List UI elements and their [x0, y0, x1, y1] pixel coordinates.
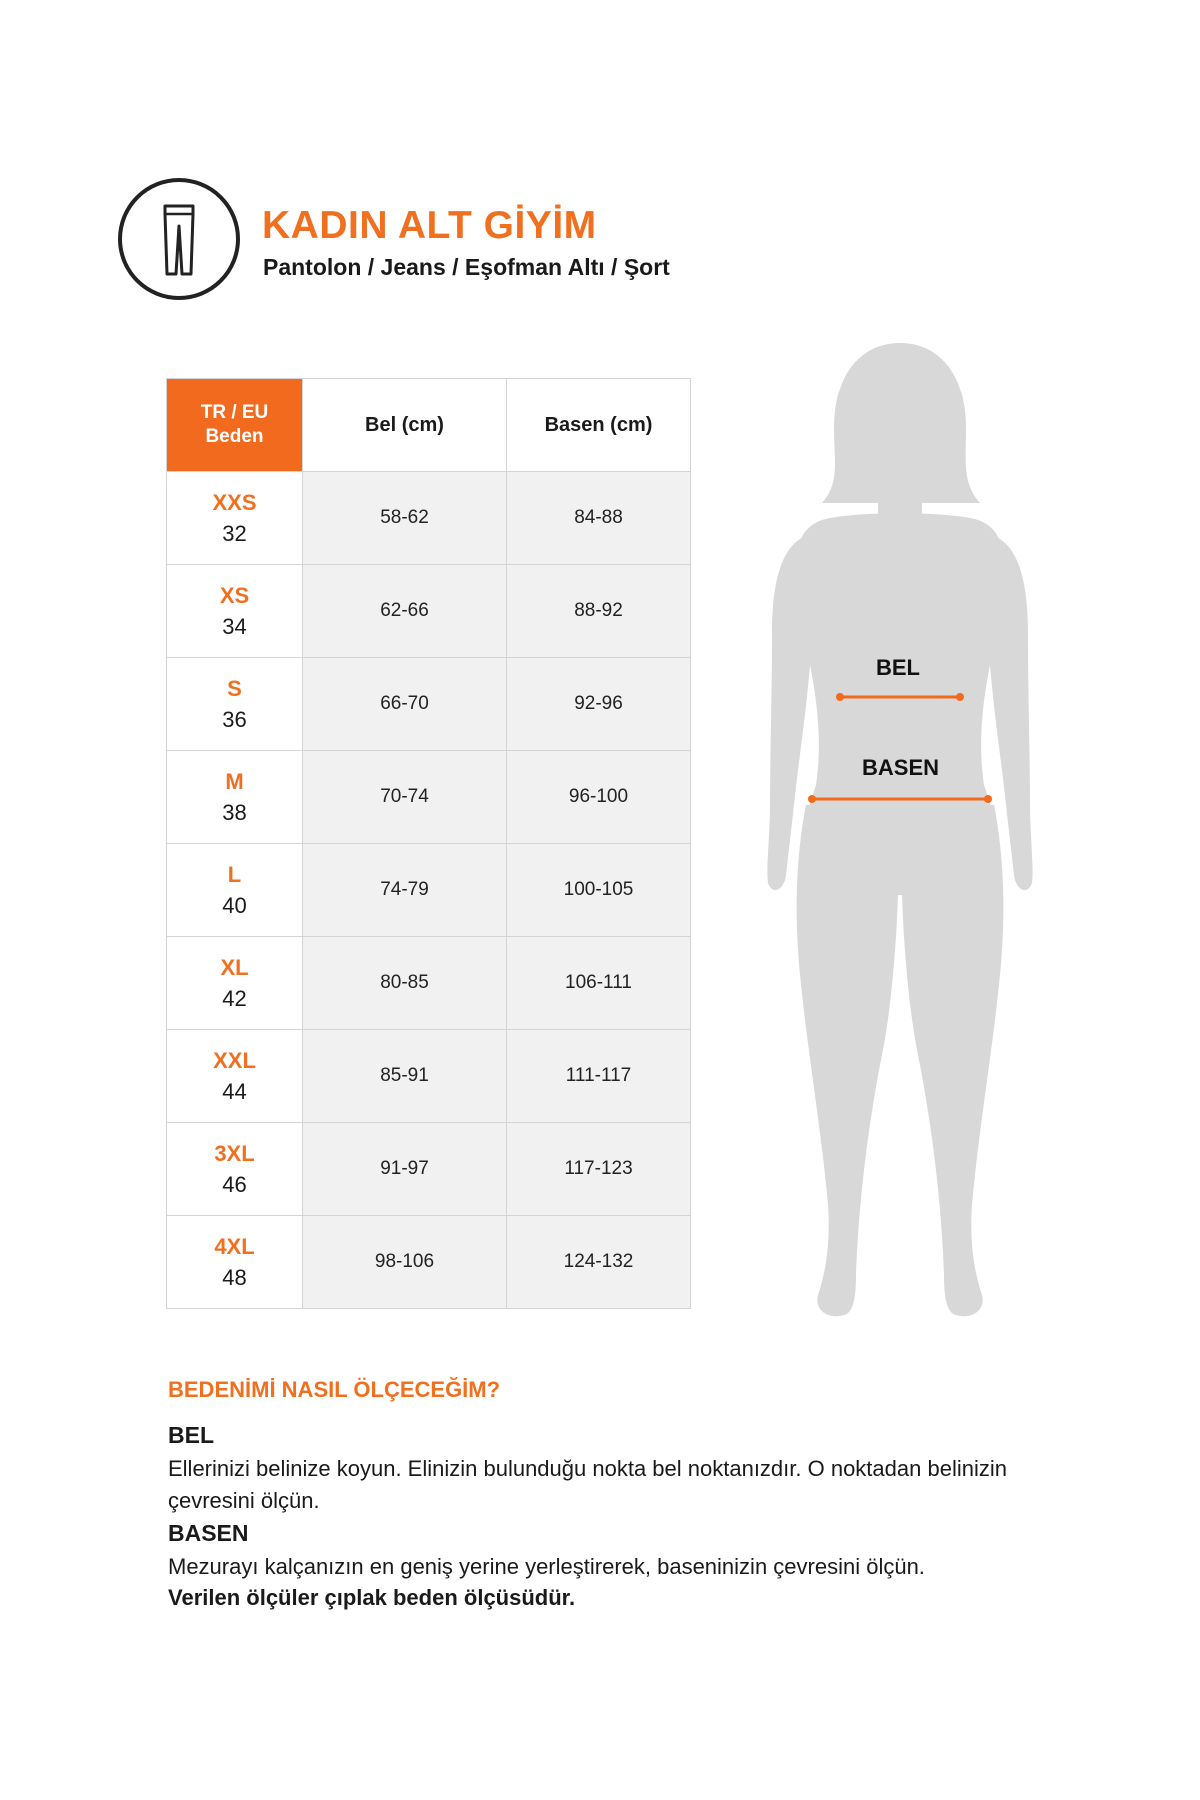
hip-cell: 88-92 — [507, 565, 691, 658]
size-cell — [167, 565, 303, 658]
header-size — [167, 379, 303, 472]
size-number: 38 — [222, 800, 247, 825]
header — [118, 178, 918, 310]
size-letter: L — [227, 862, 242, 887]
size-cell — [167, 658, 303, 751]
hip-cell: 117-123 — [507, 1123, 691, 1216]
size-cell — [167, 1216, 303, 1309]
hip-cell: 111-117 — [507, 1030, 691, 1123]
guide-title: BEDENİMİ NASIL ÖLÇECEĞİM? — [168, 1377, 501, 1402]
page-subtitle: Pantolon / Jeans / Eşofman Altı / Şort — [263, 254, 670, 280]
size-letter: XXS — [212, 490, 257, 515]
size-letter: 3XL — [214, 1141, 255, 1166]
waist-cell: 91-97 — [303, 1123, 507, 1216]
waist-cell: 62-66 — [303, 565, 507, 658]
size-letter: 4XL — [214, 1234, 255, 1259]
waist-cell: 80-85 — [303, 937, 507, 1030]
size-number: 32 — [222, 521, 247, 546]
table-row — [167, 937, 691, 1030]
guide-note: Verilen ölçüler çıplak beden ölçüsüdür. — [168, 1585, 576, 1610]
size-letter: S — [227, 676, 242, 701]
table-row — [167, 472, 691, 565]
guide-hip-text: Mezurayı kalçanızın en geniş yerine yerleştirerek, baseninizin çevresini ölçün. — [168, 1554, 925, 1579]
table-row — [167, 1123, 691, 1216]
hip-cell: 96-100 — [507, 751, 691, 844]
size-number: 40 — [222, 893, 247, 918]
pants-icon — [118, 178, 240, 300]
size-cell — [167, 472, 303, 565]
size-letter: XS — [219, 583, 250, 608]
waist-cell: 70-74 — [303, 751, 507, 844]
table-row — [167, 844, 691, 937]
size-number: 48 — [222, 1265, 247, 1290]
guide-hip-heading: BASEN — [168, 1520, 249, 1546]
body-figure — [750, 335, 1050, 1325]
size-letter: XL — [220, 955, 249, 980]
size-cell — [167, 1123, 303, 1216]
waist-cell: 66-70 — [303, 658, 507, 751]
hip-label: BASEN — [862, 755, 940, 780]
waist-cell: 58-62 — [303, 472, 507, 565]
waist-cell: 98-106 — [303, 1216, 507, 1309]
table-row — [167, 1216, 691, 1309]
waist-cell: 74-79 — [303, 844, 507, 937]
size-cell — [167, 1030, 303, 1123]
guide-waist-heading: BEL — [168, 1422, 214, 1448]
table-header-row — [167, 379, 691, 472]
size-cell — [167, 751, 303, 844]
size-letter: M — [225, 769, 244, 794]
size-number: 42 — [222, 986, 247, 1011]
table-row — [167, 658, 691, 751]
size-number: 44 — [222, 1079, 247, 1104]
female-silhouette-icon — [750, 335, 1050, 1325]
size-number: 46 — [222, 1172, 247, 1197]
size-letter: XXL — [213, 1048, 256, 1073]
size-cell — [167, 937, 303, 1030]
header-size-line2: Beden — [205, 426, 264, 447]
header-size-line1: TR / EU — [200, 402, 269, 423]
waist-label: BEL — [876, 655, 920, 680]
header-hip: Basen (cm) — [507, 379, 691, 472]
page-title: KADIN ALT GİYİM — [262, 204, 597, 247]
size-number: 36 — [222, 707, 247, 732]
size-number: 34 — [222, 614, 247, 639]
hip-cell: 92-96 — [507, 658, 691, 751]
size-table — [166, 378, 691, 1309]
hip-cell: 84-88 — [507, 472, 691, 565]
hip-cell: 106-111 — [507, 937, 691, 1030]
waist-cell: 85-91 — [303, 1030, 507, 1123]
hip-cell: 124-132 — [507, 1216, 691, 1309]
table-row — [167, 751, 691, 844]
table-row — [167, 565, 691, 658]
guide-waist-text: Ellerinizi belinize koyun. Elinizin bulunduğu nokta bel noktanızdır. O noktadan belinizin çevresini ölçün. — [168, 1456, 1007, 1513]
size-cell — [167, 844, 303, 937]
table-row — [167, 1030, 691, 1123]
hip-cell: 100-105 — [507, 844, 691, 937]
header-waist: Bel (cm) — [303, 379, 507, 472]
